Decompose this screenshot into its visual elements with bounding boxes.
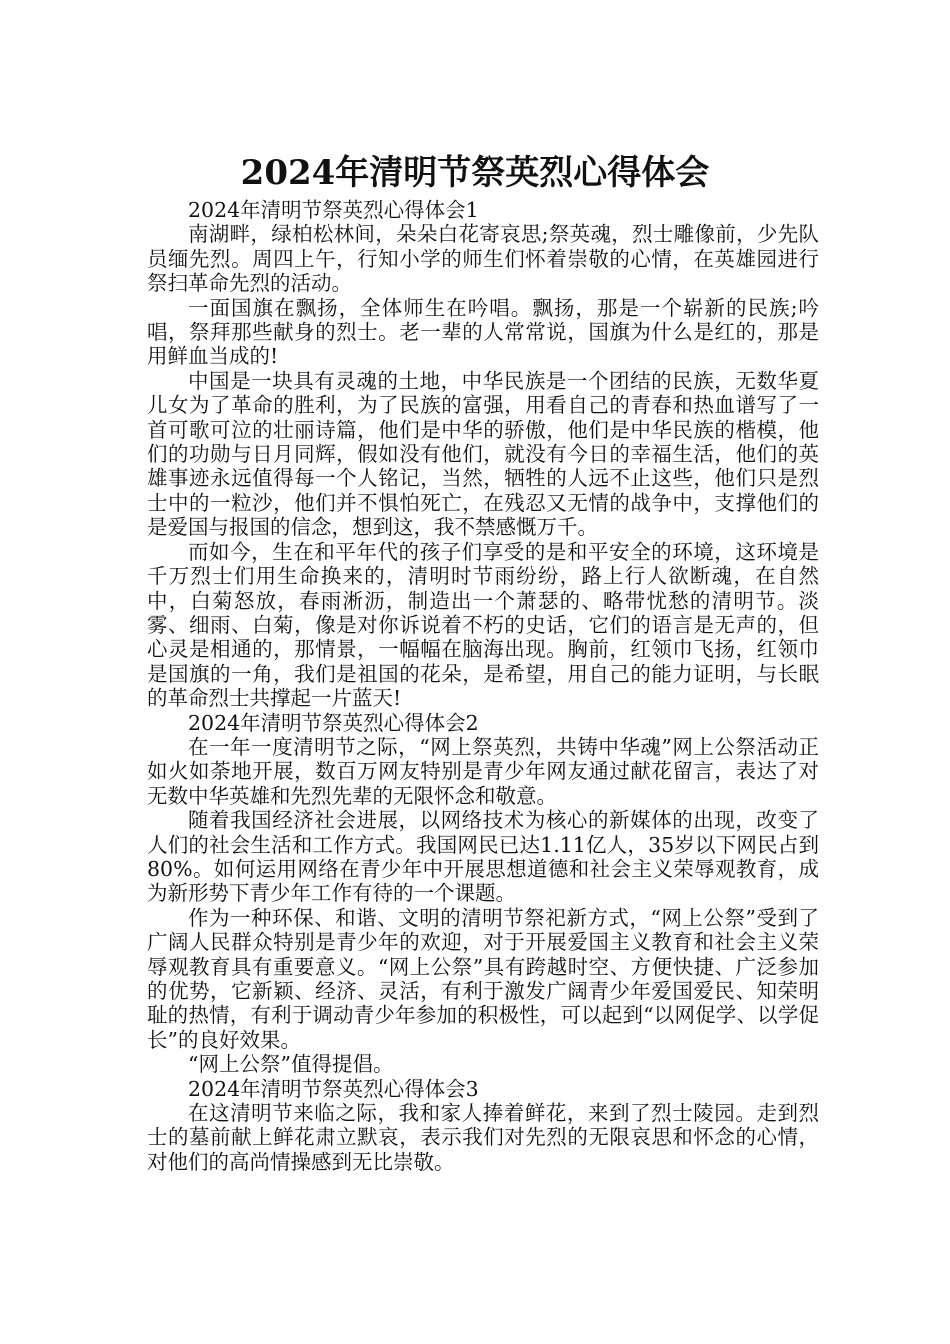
document-body (147, 198, 819, 1174)
paragraph: 南湖畔，绿柏松林间，朵朵白花寄哀思;祭英魂，烈士雕像前，少先队员缅先烈。周四上午，行知小学的师生们怀着崇敬的心情，在英雄园进行祭扫革命先烈的活动。 (147, 222, 819, 296)
paragraph: 随着我国经济社会进展，以网络技术为核心的新媒体的出现，改变了人们的社会生活和工作方式。我国网民已达1.11亿人，35岁以下网民占到80%。如何运用网络在青少年中开展思想道德和社会主义荣辱观教育，成为新形势下青少年工作有待的一个课题。 (147, 808, 819, 906)
paragraph: 在这清明节来临之际，我和家人捧着鲜花，来到了烈士陵园。走到烈士的墓前献上鲜花肃立默哀，表示我们对先烈的无限哀思和怀念的心情，对他们的高尚情操感到无比崇敬。 (147, 1101, 819, 1174)
paragraph: 中国是一块具有灵魂的土地，中华民族是一个团结的民族，无数华夏儿女为了革命的胜利，为了民族的富强，用看自己的青春和热血谱写了一首可歌可泣的壮丽诗篇，他们是中华的骄傲，他们是中华民族的楷模，他们的功勋与日月同辉，假如没有他们，就没有今日的幸福生活，他们的英雄事迹永远值得每一个人铭记，当然，牺牲的人远不止这些，他们只是烈士中的一粒沙，他们并不惧怕死亡，在残忍又无情的战争中，支撑他们的是爱国与报国的信念，想到这，我不禁感慨万千。 (147, 368, 819, 540)
paragraph: 作为一种环保、和谐、文明的清明节祭祀新方式，“网上公祭”受到了广阔人民群众特别是青少年的欢迎，对于开展爱国主义教育和社会主义荣辱观教育具有重要意义。“网上公祭”具有跨越时空、方便快捷、广泛参加的优势，它新颖、经济、灵活，有利于激发广阔青少年爱国爱民、知荣明耻的热情，有利于调动青少年参加的积极性，可以起到“以网促学、以学促长”的良好效果。 (147, 905, 819, 1052)
paragraph: “网上公祭”值得提倡。 (188, 1052, 394, 1077)
section-heading: 2024年清明节祭英烈心得体会2 (188, 710, 479, 735)
paragraph: 在一年一度清明节之际，“网上祭英烈，共铸中华魂”网上公祭活动正如火如荼地开展，数百万网友特别是青少年网友通过献花留言，表达了对无数中华英雄和先烈先辈的无限怀念和敬意。 (147, 734, 819, 808)
paragraph: 一面国旗在飘扬，全体师生在吟唱。飘扬，那是一个崭新的民族;吟唱，祭拜那些献身的烈士。老一辈的人常常说，国旗为什么是红的，那是用鲜血当成的! (147, 295, 819, 369)
paragraph: 而如今，生在和平年代的孩子们享受的是和平安全的环境，这环境是千万烈士们用生命换来的，清明时节雨纷纷，路上行人欲断魂，在自然中，白菊怒放，春雨淅沥，制造出一个萧瑟的、略带忧愁的清明节。淡雾、细雨、白菊，像是对你诉说着不朽的史话，它们的语言是无声的，但心灵是相通的，那情景，一幅幅在脑海出现。胸前，红领巾飞扬，红领巾是国旗的一角，我们是祖国的花朵，是希望，用自己的能力证明，与长眠的革命烈士共撑起一片蓝天! (147, 539, 819, 711)
section-heading: 2024年清明节祭英烈心得体会3 (188, 1076, 479, 1101)
section-heading: 2024年清明节祭英烈心得体会1 (188, 198, 479, 222)
document-title: 2024年清明节祭英烈心得体会 (240, 152, 710, 193)
